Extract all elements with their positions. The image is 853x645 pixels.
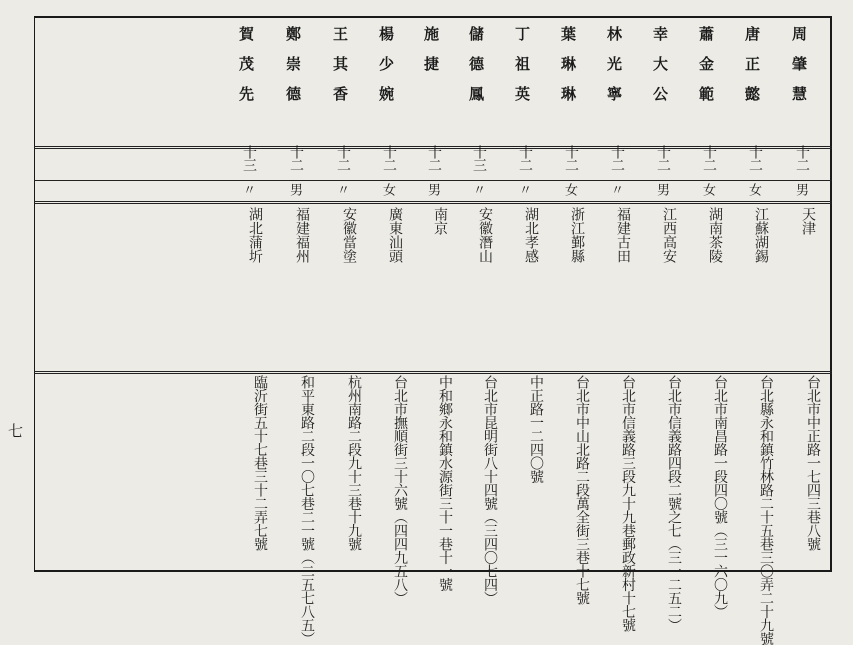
row-5-native: 福建古田: [615, 207, 631, 263]
row-13-name: 賀茂先: [237, 26, 255, 116]
row-4-name: 幸大公: [651, 26, 669, 116]
row-8-name: 儲德鳳: [467, 26, 485, 116]
row-8-sex: 〃: [470, 183, 485, 196]
row-3-name: 蕭金範: [697, 26, 715, 116]
row-10-age: 十二: [381, 145, 397, 171]
row-10-native: 廣東汕頭: [387, 207, 403, 263]
row-4-age: 十二: [655, 145, 671, 171]
row-12-sex: 男: [287, 183, 302, 196]
row-9-name: 施捷: [422, 26, 440, 86]
row-7-address: 中正路一二四〇號: [528, 375, 544, 483]
row-13-age: 十三: [241, 145, 257, 171]
row-6-sex: 女: [562, 183, 577, 196]
row-6-address: 台北市中山北路二段萬全街三巷十七號: [574, 375, 590, 605]
row-4-sex: 男: [654, 183, 669, 196]
row-12-age: 十二: [288, 145, 304, 171]
row-6-age: 十二: [563, 145, 579, 171]
row-6-name: 葉琳琳: [559, 26, 577, 116]
row-10-name: 楊少婉: [377, 26, 395, 116]
row-13-native: 湖北蒲圻: [247, 207, 263, 263]
row-1-name: 周肇慧: [790, 26, 808, 116]
row-8-age: 十三: [471, 145, 487, 171]
row-11-name: 王其香: [331, 26, 349, 116]
row-11-native: 安徽當塗: [341, 207, 357, 263]
row-7-age: 十二: [517, 145, 533, 171]
row-9-address: 中和鄉永和鎮水源街三十一巷十一號: [437, 375, 453, 591]
row-5-age: 十二: [609, 145, 625, 171]
row-4-native: 江西高安: [661, 207, 677, 263]
row-3-sex: 女: [700, 183, 715, 196]
row-8-native: 安徽潛山: [477, 207, 493, 263]
row-6-native: 浙江鄞縣: [569, 207, 585, 263]
row-12-address: 和平東路二段一〇七巷二一號（二五七八五）: [299, 375, 315, 645]
row-1-native: 天津: [800, 207, 816, 235]
row-8-address: 台北市昆明街八十四號（三四〇七四）: [482, 375, 498, 605]
row-5-sex: 〃: [608, 183, 623, 196]
row-1-address: 台北市中正路一七四三巷八號: [805, 375, 821, 551]
row-2-sex: 女: [746, 183, 761, 196]
rule-after-empty: [34, 371, 832, 374]
row-7-sex: 〃: [516, 183, 531, 196]
row-1-age: 十二: [794, 145, 810, 171]
row-9-native: 南京: [432, 207, 448, 235]
row-12-native: 福建福州: [294, 207, 310, 263]
row-10-sex: 女: [380, 183, 395, 196]
row-12-name: 鄭崇德: [284, 26, 302, 116]
row-7-name: 丁祖英: [513, 26, 531, 116]
page-number: 七: [8, 422, 24, 440]
row-1-sex: 男: [793, 183, 808, 196]
row-2-address: 台北縣永和鎮竹林路二十五巷三〇弄二十九號: [758, 375, 774, 645]
row-10-address: 台北市撫順街三十六號（四四九五八）: [392, 375, 408, 605]
row-11-age: 十二: [335, 145, 351, 171]
rule-after-sex: [34, 201, 832, 204]
row-2-age: 十二: [747, 145, 763, 171]
row-9-age: 十二: [426, 145, 442, 171]
row-2-native: 江蘇湖錫: [753, 207, 769, 263]
row-13-sex: 〃: [240, 183, 255, 196]
row-7-native: 湖北孝感: [523, 207, 539, 263]
row-5-name: 林光寧: [605, 26, 623, 116]
row-3-age: 十二: [701, 145, 717, 171]
row-2-name: 唐正懿: [743, 26, 761, 116]
row-11-sex: 〃: [334, 183, 349, 196]
row-5-address: 台北市信義路三段九十九巷郵政新村十七號: [620, 375, 636, 632]
row-13-address: 臨沂街五十七巷三十二弄七號: [252, 375, 268, 551]
row-4-address: 台北市信義路四段二號之七（三一二五二）: [666, 375, 682, 632]
row-9-sex: 男: [425, 183, 440, 196]
row-3-native: 湖南茶陵: [707, 207, 723, 263]
row-3-address: 台北市南昌路一段四〇號（三一六〇九）: [712, 375, 728, 618]
row-11-address: 杭州南路二段九十三巷十九號: [346, 375, 362, 551]
